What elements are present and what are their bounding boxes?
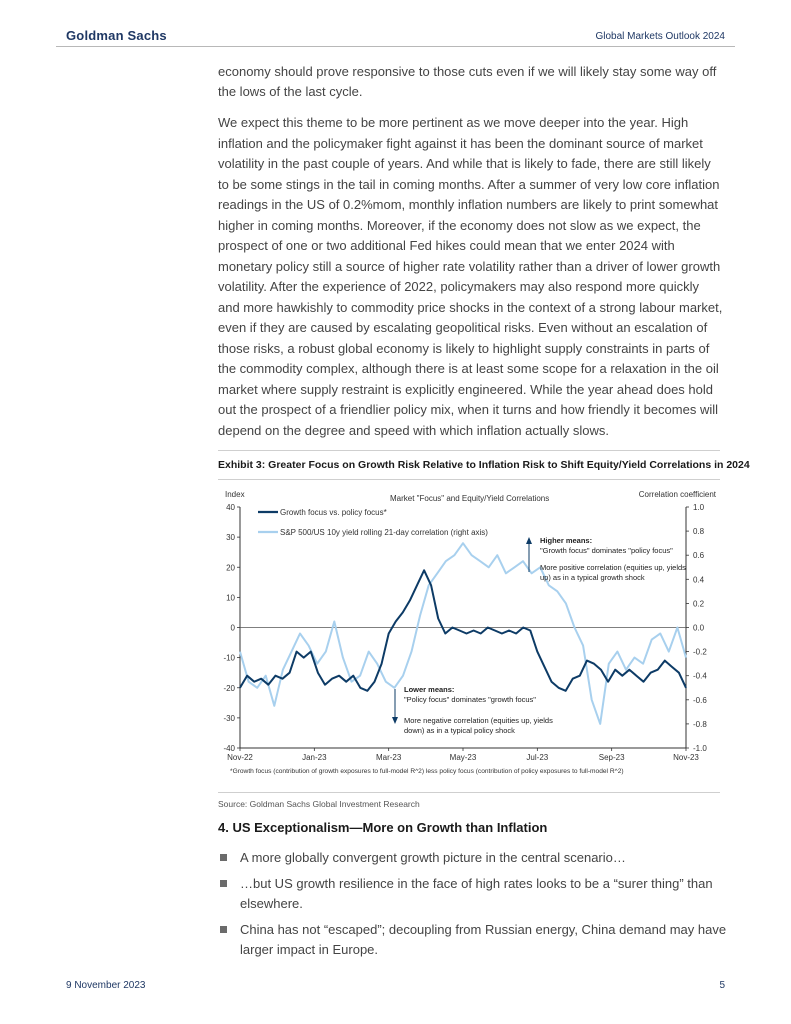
- y-tick-label: 40: [226, 503, 235, 512]
- series-line-growth-focus: [240, 570, 686, 691]
- legend-label-correlation: S&P 500/US 10y yield rolling 21-day correlation (right axis): [280, 528, 488, 537]
- y2-tick-label: -1.0: [693, 744, 707, 753]
- y-tick-label: 10: [226, 593, 235, 603]
- section-title: 4. US Exceptionalism—More on Growth than Inflation: [218, 820, 548, 835]
- square-bullet-icon: [220, 854, 227, 861]
- y-tick-label: -30: [223, 713, 235, 723]
- y-tick-label: 20: [226, 563, 235, 573]
- higher-line-3: up) as in a typical growth shock: [540, 573, 645, 582]
- chart-annotations: [392, 536, 686, 735]
- chart-title: Market "Focus" and Equity/Yield Correlations: [390, 494, 550, 503]
- chart-svg: [218, 484, 728, 784]
- body-paragraph-1: economy should prove responsive to those cuts even if we will likely stay some way off the lows of the last cycle.: [218, 64, 717, 99]
- exhibit-chart: [218, 484, 728, 784]
- bullet-text: China has not “escaped”; decoupling from Russian energy, China demand may have larger impact in Europe.: [240, 922, 727, 957]
- y2-tick-label: 0.4: [693, 575, 705, 585]
- x-tick-label: Jul-23: [526, 753, 549, 762]
- exhibit-source: Source: Goldman Sachs Global Investment Research: [218, 799, 420, 809]
- y2-tick-label: 0.6: [693, 551, 705, 561]
- higher-line-2: More positive correlation (equities up, yields: [540, 563, 686, 572]
- body-paragraph-2: We expect this theme to be more pertinent as we move deeper into the year. High inflation and the policymaker fight against it has been the dominant source of market volatility in the past couple of years. And while that is likely to fade, there are still likely to be some stings in the tail in coming months. After a summer of very low core inflation readings in the US of 0.2%mom, monthly inflation numbers are likely to print somewhat higher in coming months. Moreover, if the economy does not slow as we expect, the prospect of one or two additional Fed hikes could mean that we enter 2024 with monetary policy still a source of higher rate volatility rather than a driver of lower growth volatility. After the experience of 2022, policymakers may also respond more quickly and more hawkishly to commodity price shocks in the context of a strong labour market, even if they are caused by escalating geopolitical risks. Even without an escalation of those risks, a robust global economy is likely to highlight supply constraints in parts of the commodity complex, although there is at least some scope for a relaxation in the oil market where supply restraint is explicitly engineered. While the year ahead does hold out the prospect of a friendlier policy mix, when it turns and how friendly it becomes will depend on the degree and speed with which inflation actually slows.: [218, 115, 723, 438]
- chart-legend: [258, 508, 488, 537]
- y2-tick-label: 1.0: [693, 503, 705, 512]
- bullet-text: …but US growth resilience in the face of high rates looks to be a “surer thing” than elsewhere.: [240, 876, 713, 911]
- x-tick-label: Sep-23: [598, 753, 625, 762]
- bullet-item: [218, 848, 728, 868]
- y2-tick-label: -0.6: [693, 695, 707, 705]
- y2-tick-label: 0.8: [693, 527, 705, 537]
- x-tick-label: Mar-23: [375, 753, 402, 762]
- x-tick-label: May-23: [449, 753, 477, 762]
- exhibit-bottom-divider: [218, 792, 720, 793]
- brand-name: Goldman Sachs: [66, 28, 167, 43]
- header-divider: [56, 46, 735, 47]
- higher-title: Higher means:: [540, 536, 593, 545]
- y2-tick-label: 0.2: [693, 599, 705, 609]
- y-axis-label: Index: [225, 490, 245, 499]
- lower-line-3: down) as in a typical policy shock: [404, 726, 515, 735]
- higher-line-1: "Growth focus" dominates "policy focus": [540, 546, 673, 555]
- lower-title: Lower means:: [404, 685, 455, 694]
- x-tick-label: Nov-23: [673, 753, 699, 762]
- y-tick-label: -20: [223, 683, 235, 693]
- bullet-text: A more globally convergent growth picture in the central scenario…: [240, 850, 626, 865]
- legend-label-growth: Growth focus vs. policy focus*: [280, 508, 387, 517]
- section-bullet-list: [218, 848, 728, 966]
- bullet-item: [218, 920, 728, 960]
- square-bullet-icon: [220, 926, 227, 933]
- lower-line-1: "Policy focus" dominates "growth focus": [404, 695, 536, 704]
- y-tick-label: -10: [223, 653, 235, 663]
- y-tick-label: -40: [223, 744, 235, 753]
- page-number: 5: [719, 980, 725, 991]
- lower-arrow-head: [392, 717, 398, 724]
- y2-tick-label: -0.8: [693, 719, 707, 729]
- y2-axis-label: Correlation coefficient: [638, 490, 716, 499]
- square-bullet-icon: [220, 880, 227, 887]
- report-title: Global Markets Outlook 2024: [595, 31, 725, 42]
- chart-footnote: *Growth focus (contribution of growth exposures to full-model R^2) less policy focus (contribution of policy exposures to full-model R^2): [230, 768, 624, 775]
- bullet-item: [218, 874, 728, 914]
- y2-tick-label: 0.0: [693, 623, 705, 633]
- x-tick-label: Jan-23: [302, 753, 327, 762]
- y-tick-label: 0: [230, 623, 235, 633]
- lower-line-2: More negative correlation (equities up, yields: [404, 716, 553, 725]
- footer-date: 9 November 2023: [66, 980, 146, 991]
- exhibit-title: Exhibit 3: Greater Focus on Growth Risk Relative to Inflation Risk to Shift Equity/Yield Correlations in 2024: [218, 459, 750, 471]
- higher-arrow-head: [526, 537, 532, 544]
- exhibit-top-divider: [218, 450, 720, 451]
- y2-tick-label: -0.4: [693, 671, 707, 681]
- exhibit-title-divider: [218, 479, 720, 480]
- x-tick-label: Nov-22: [227, 753, 253, 762]
- y-tick-label: 30: [226, 533, 235, 543]
- y2-tick-label: -0.2: [693, 647, 707, 657]
